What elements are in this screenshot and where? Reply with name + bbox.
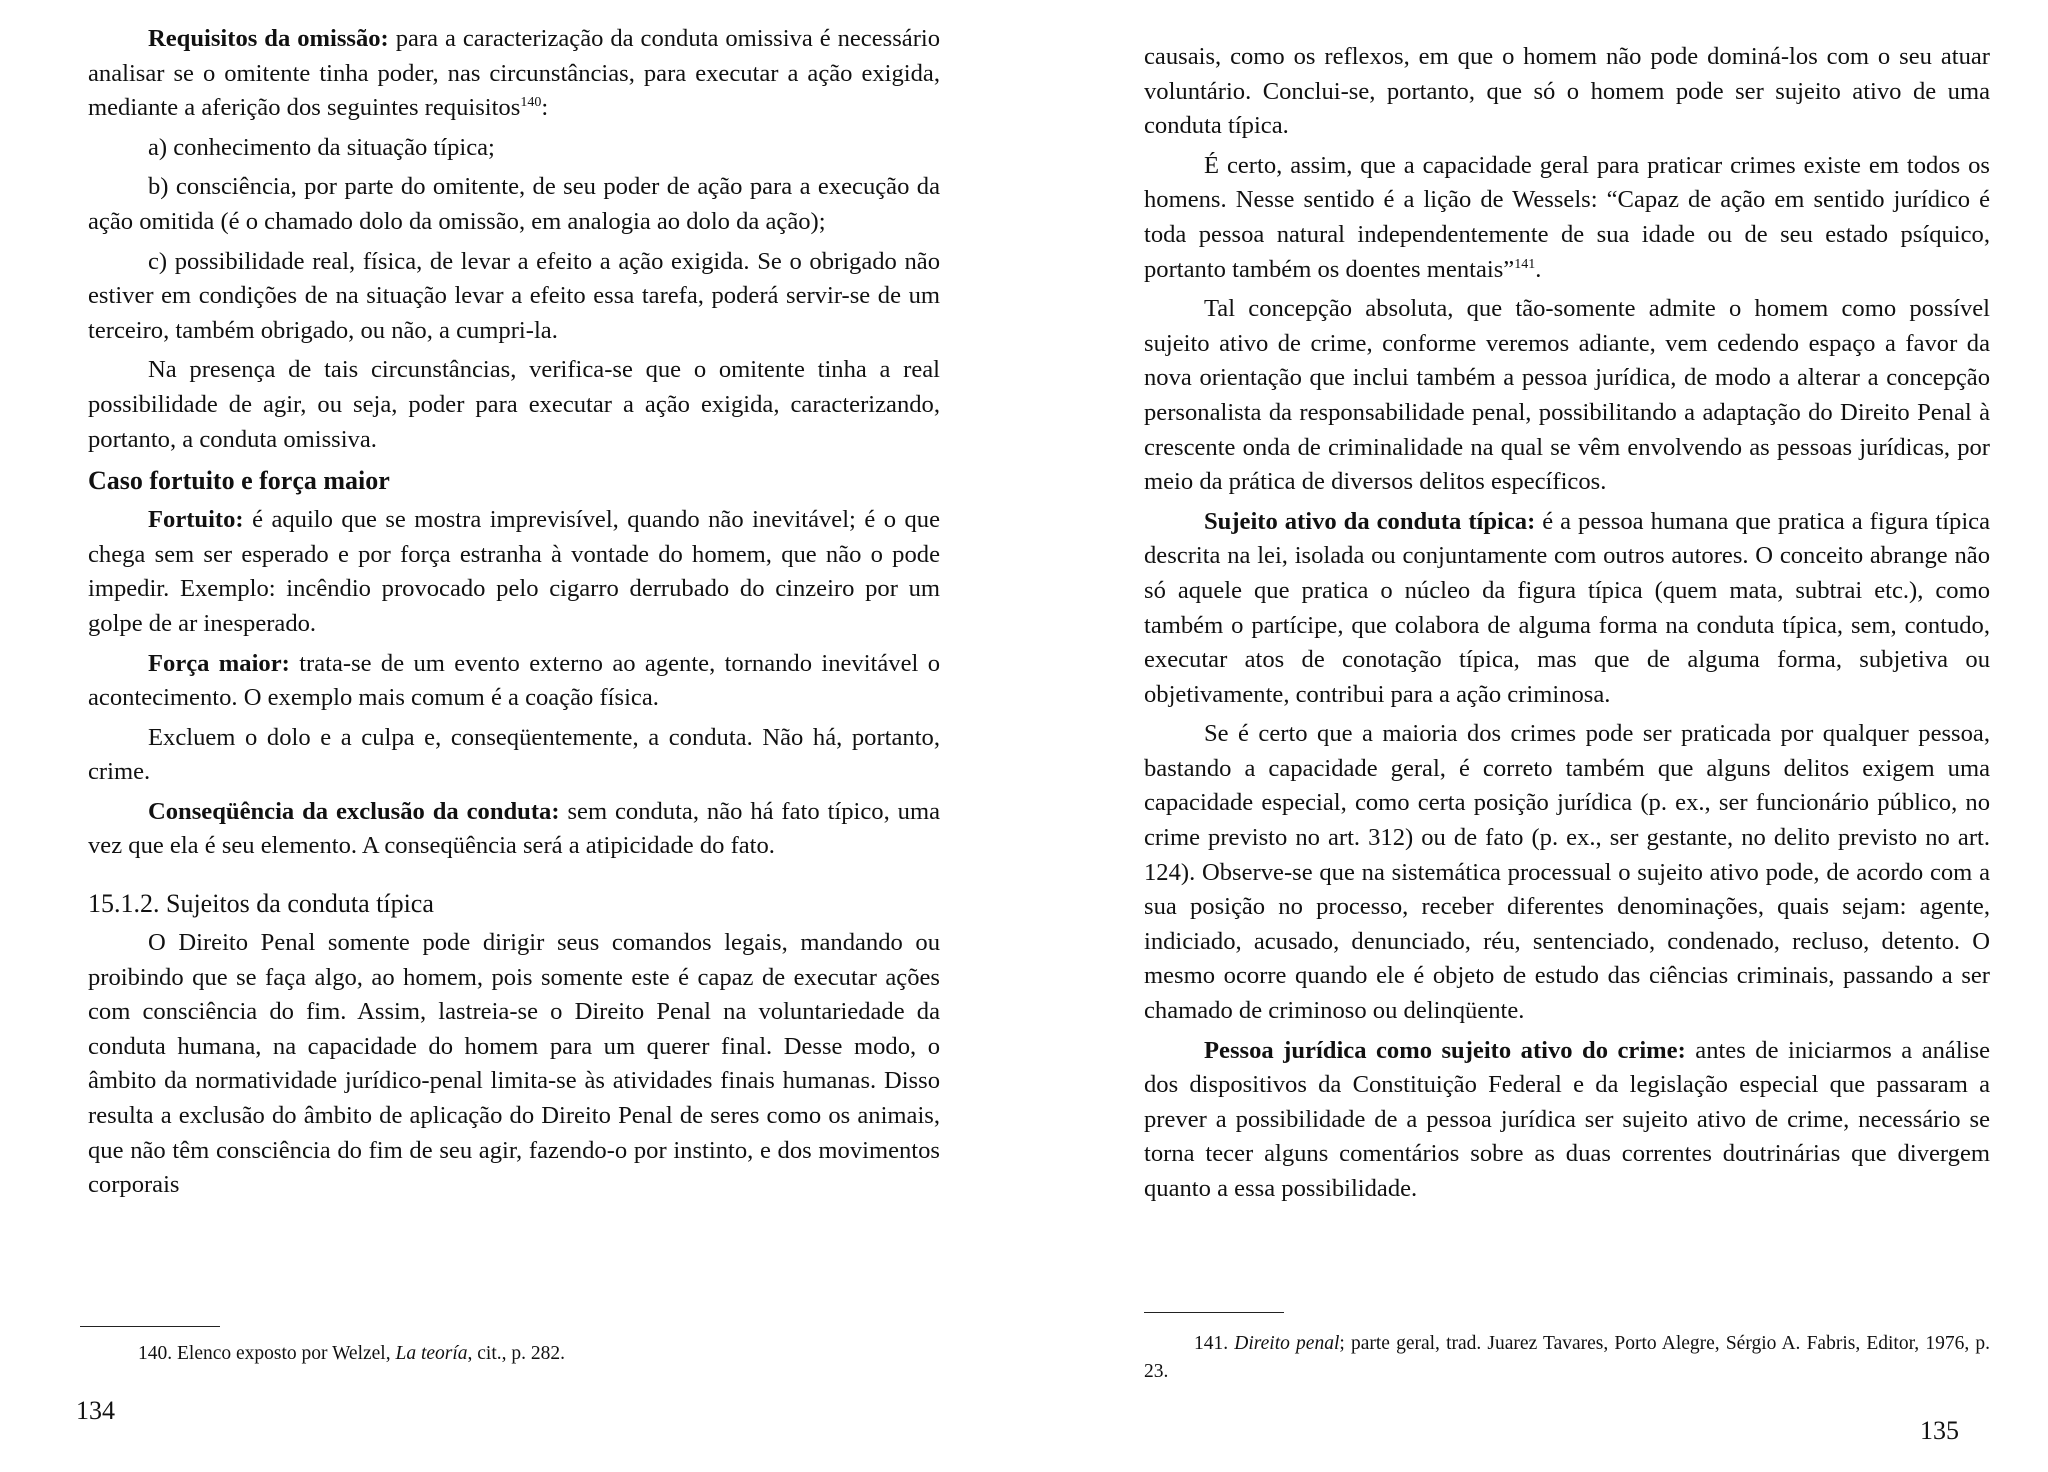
term-fortuito: Fortuito: [148, 506, 244, 534]
paragraph-causais: causais, como os reflexos, em que o homem não pode dominá-los com o seu atuar voluntário. Conclui-se, portanto, que só o homem pode ser sujeito ativo de uma conduta típica. [1144, 43, 1990, 140]
list-item-c: c) possibilidade real, física, de levar a efeito a ação exigida. Se o obrigado não estiver em condições de na situação levar a efeito essa tarefa, poderá servir-se de um terceiro, também obrigado, ou não, a cumpri-la. [88, 247, 940, 344]
paragraph-sujeito-ativo: Sujeito ativo da conduta típica: é a pessoa humana que pratica a figura típica descrita na lei, isolada ou conjuntamente com outros autores. O conceito abrange não só aquele que pratica o núcleo da figura típica (quem mata, subtrai etc.), como também o partícipe, que colabora de alguma forma na conduta típica, sem, contudo, executar atos de conotação típica, mas que de alguma forma, subjetiva ou objetivamente, contribui para a ação criminosa. [1144, 507, 1991, 708]
footnote-divider [80, 1326, 220, 1327]
paragraph-certo: É certo, assim, que a capacidade geral para praticar crimes existe em todos os homens. Nesse sentido é a lição de Wessels: “Capaz de ação em sentido jurídico é toda pessoa natural independentemente de sua idade ou de seu estado psíquico, portanto também os doentes mentais”$^{141}$. [1144, 151, 1990, 283]
term-consequencia: Conseqüência da exclusão da conduta: [148, 797, 560, 825]
right-page [1024, 0, 2048, 1472]
paragraph-direito-penal: O Direito Penal somente pode dirigir seus comandos legais, mandando ou proibindo que se faça algo, ao homem, pois somente este é capaz de executar ações com consciência do fim. Assim, lastreia-se o Direito Penal na voluntariedade da conduta humana, na capacidade do homem para um querer final. Desse modo, o âmbito da normatividade jurídico-penal limita-se às atividades finais humanas. Disso resulta a exclusão do âmbito de aplicação do Direito Penal de seres como os animais, que não têm consciência do fim de seu agir, fazendo-o por instinto, e dos movimentos corporais [88, 929, 940, 1199]
footnote-ref-141[interactable]: 141 [1514, 256, 1536, 272]
subheading-caso-fortuito: Caso fortuito e força maior [88, 466, 390, 496]
footnote-141: 141. Direito penal; parte geral, trad. Juarez Tavares, Porto Alegre, Sérgio A. Fabris, Editor, 1976, p. 23. [1144, 1333, 1990, 1382]
term-pessoa-juridica: Pessoa jurídica como sujeito ativo do crime: [1204, 1036, 1686, 1064]
right-page-body [1144, 40, 1990, 1207]
paragraph-presenca: Na presença de tais circunstâncias, verifica-se que o omitente tinha a real possibilidade de agir, ou seja, poder para executar a ação exigida, caracterizando, portanto, a conduta omissiva. [88, 356, 940, 453]
term-sujeito-ativo: Sujeito ativo da conduta típica: [1204, 507, 1536, 535]
paragraph-pessoa-juridica: Pessoa jurídica como sujeito ativo do crime: antes de iniciarmos a análise dos dispositivos da Constituição Federal e da legislação especial que passaram a prever a possibilidade de a pessoa jurídica ser sujeito ativo de crime, necessário se torna tecer alguns comentários sobre as duas correntes doutrinárias que divergem quanto a essa possibilidade. [1144, 1036, 1990, 1202]
paragraph-maioria: Se é certo que a maioria dos crimes pode ser praticada por qualquer pessoa, bastando a capacidade geral, é correto também que alguns delitos exigem uma capacidade especial, como certa posição jurídica (p. ex., ser funcionário público, no crime previsto no art. 312) ou de fato (p. ex., ser gestante, no delito previsto no art. 124). Observe-se que na sistemática processual o sujeito ativo pode, de acordo com a sua posição no processo, receber diferentes denominações, quais sejam: agente, indiciado, acusado, denunciado, réu, sentenciado, condenado, recluso, detento. O mesmo ocorre quando ele é objeto de estudo das ciências criminais, passando a ser chamado de criminoso ou delinqüente. [1144, 720, 1990, 1025]
term-requisitos: Requisitos da omissão: [148, 25, 389, 52]
page-number: 135 [1920, 1416, 1959, 1445]
term-forca-maior: Força maior: [148, 649, 290, 677]
paragraph-fortuito: Fortuito: é aquilo que se mostra imprevisível, quando não inevitável; é o que chega sem ser esperado e por força estranha à vontade do homem, que não o pode impedir. Exemplo: incêndio provocado pelo cigarro derrubado do cinzeiro por um golpe de ar inesperado. [88, 506, 940, 637]
page-number: 134 [76, 1396, 115, 1425]
footnote-ref-140[interactable]: 140 [520, 95, 542, 111]
paragraph-consequencia: Conseqüência da exclusão da conduta: sem conduta, não há fato típico, uma vez que ela é seu elemento. A conseqüência será a atipicidade do fato. [88, 797, 940, 860]
paragraph-forca-maior: Força maior: trata-se de um evento externo ao agente, tornando inevitável o acontecimento. O exemplo mais comum é a coação física. [88, 649, 941, 712]
paragraph-excluem: Excluem o dolo e a culpa e, conseqüentemente, a conduta. Não há, portanto, crime. [88, 723, 940, 786]
list-item-a: a) conhecimento da situação típica; [148, 133, 495, 161]
paragraph-requisitos: Requisitos da omissão: para a caracterização da conduta omissiva é necessário analisar se o omitente tinha poder, nas circunstâncias, para executar a ação exigida, mediante a aferição dos seguintes requisitos$^{140}$: [88, 25, 941, 122]
section-heading-sujeitos: 15.1.2. Sujeitos da conduta típica [88, 889, 434, 919]
left-page-body [88, 22, 940, 1203]
list-item-b: b) consciência, por parte do omitente, de seu poder de ação para a execução da ação omitida (é o chamado dolo da omissão, em analogia ao dolo da ação); [88, 173, 940, 235]
footnote-140: 140. Elenco exposto por Welzel, La teoría, cit., p. 282. [138, 1343, 566, 1364]
paragraph-concepcao: Tal concepção absoluta, que tão-somente admite o homem como possível sujeito ativo de crime, conforme veremos adiante, vem cedendo espaço a favor da nova orientação que inclui também a pessoa jurídica, de modo a alterar a concepção personalista da responsabilidade penal, possibilitando a adaptação do Direito Penal à crescente onda de criminalidade na qual se vêm envolvendo as pessoas jurídicas, por meio da prática de diversos delitos específicos. [1144, 295, 1990, 496]
footnote-divider [1144, 1312, 1284, 1313]
